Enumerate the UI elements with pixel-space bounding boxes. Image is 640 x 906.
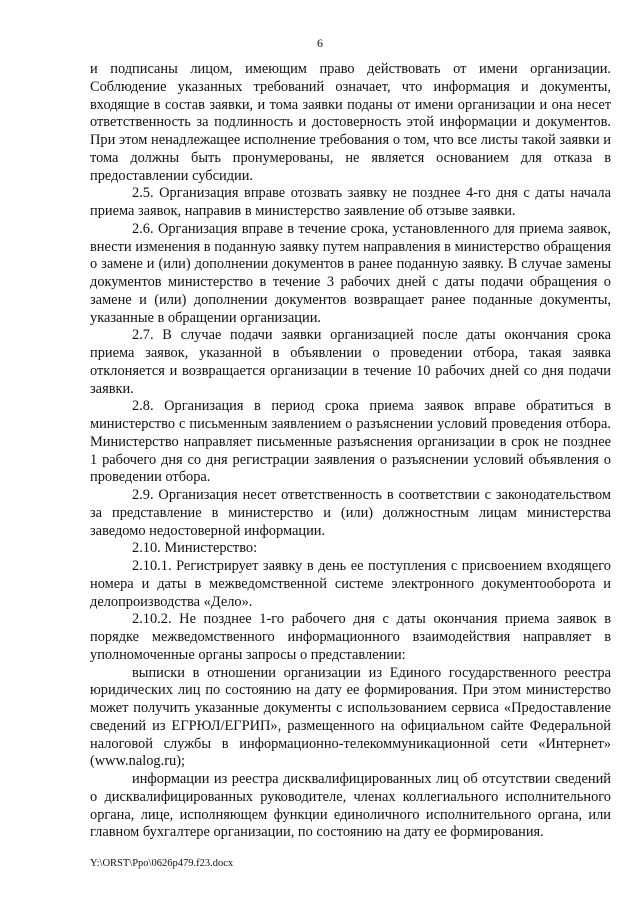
paragraph-signing-continuation: и подписаны лицом, имеющим право действовать от имени организации. Соблюдение указанных требований означает, что информация и документы, входящие в состав заявки, и тома заявки поданы от имени организации и она несет ответственность за подлинность и достоверность этой информации и документов. При этом ненадлежащее исполнение требования о том, что все листы такой заявки и тома должны быть пронумерованы, не является основанием для отказа в предоставлении субсидии. <box>90 61 611 184</box>
paragraph-2-10: 2.10. Министерство: <box>132 540 258 557</box>
paragraph-egrul-extract: выписки в отношении организации из Единого государственного реестра юридических лиц по состоянию на дату ее формирования. При этом министерство может получить указанные документы с использованием сервиса «Предоставление сведений из ЕГРЮЛ/ЕГРИП», размещенного на официальном сайте Федеральной налоговой службы в информационно-телекоммуникационной сети «Интернет» (www.nalog.ru); <box>90 664 611 770</box>
paragraph-2-10-2: 2.10.2. Не позднее 1-го рабочего дня с даты окончания приема заявок в порядке межведомственного информационного взаимодействия направляет в уполномоченные органы запросы о представлении: <box>90 611 611 663</box>
paragraph-2-9: 2.9. Организация несет ответственность в соответствии с законодательством за представление в министерство и (или) должностным лицам министерства заведомо недостоверной информации. <box>90 487 611 539</box>
paragraph-2-8: 2.8. Организация в период срока приема заявок вправе обратиться в министерство с письменным заявлением о разъяснении условий проведения отбора. Министерство направляет письменные разъяснения организации в срок не позднее 1 рабочего дня со дня регистрации заявления о разъяснении условий объявления о проведении отбора. <box>90 398 611 486</box>
paragraph-2-7: 2.7. В случае подачи заявки организацией после даты окончания срока приема заявок, указанной в объявлении о проведении отбора, такая заявка отклоняется и возвращается организации в течение 10 рабочих дней со дня подачи заявки. <box>90 327 611 397</box>
paragraph-2-6: 2.6. Организация вправе в течение срока, установленного для приема заявок, внести изменения в поданную заявку путем направления в министерство обращения о замене и (или) дополнении документов в ранее поданную заявку. В случае замены документов министерство в течение 3 рабочих дней с даты подачи обращения о замене и (или) дополнении документов возвращает ранее поданные документы, указанные в обращении организации. <box>90 220 611 326</box>
paragraph-2-10-1: 2.10.1. Регистрирует заявку в день ее поступления с присвоением входящего номера и даты в межведомственной системе электронного документооборота и делопроизводства «Дело». <box>90 558 611 610</box>
document-body <box>90 61 611 842</box>
footer-file-path: Y:\ORST\Ppo\0626p479.f23.docx <box>90 858 234 869</box>
page-number: 6 <box>317 36 323 50</box>
paragraph-2-5: 2.5. Организация вправе отозвать заявку не позднее 4-го дня с даты начала приема заявок, направив в министерство заявление об отзыве заявки. <box>90 185 611 219</box>
paragraph-disqualified-registry: информации из реестра дисквалифицированных лиц об отсутствии сведений о дисквалифицированных руководителе, членах коллегиального исполнительного органа, лице, исполняющем функции единоличного исполнительного органа, или главном бухгалтере организации, по состоянию на дату ее формирования. <box>90 771 611 841</box>
